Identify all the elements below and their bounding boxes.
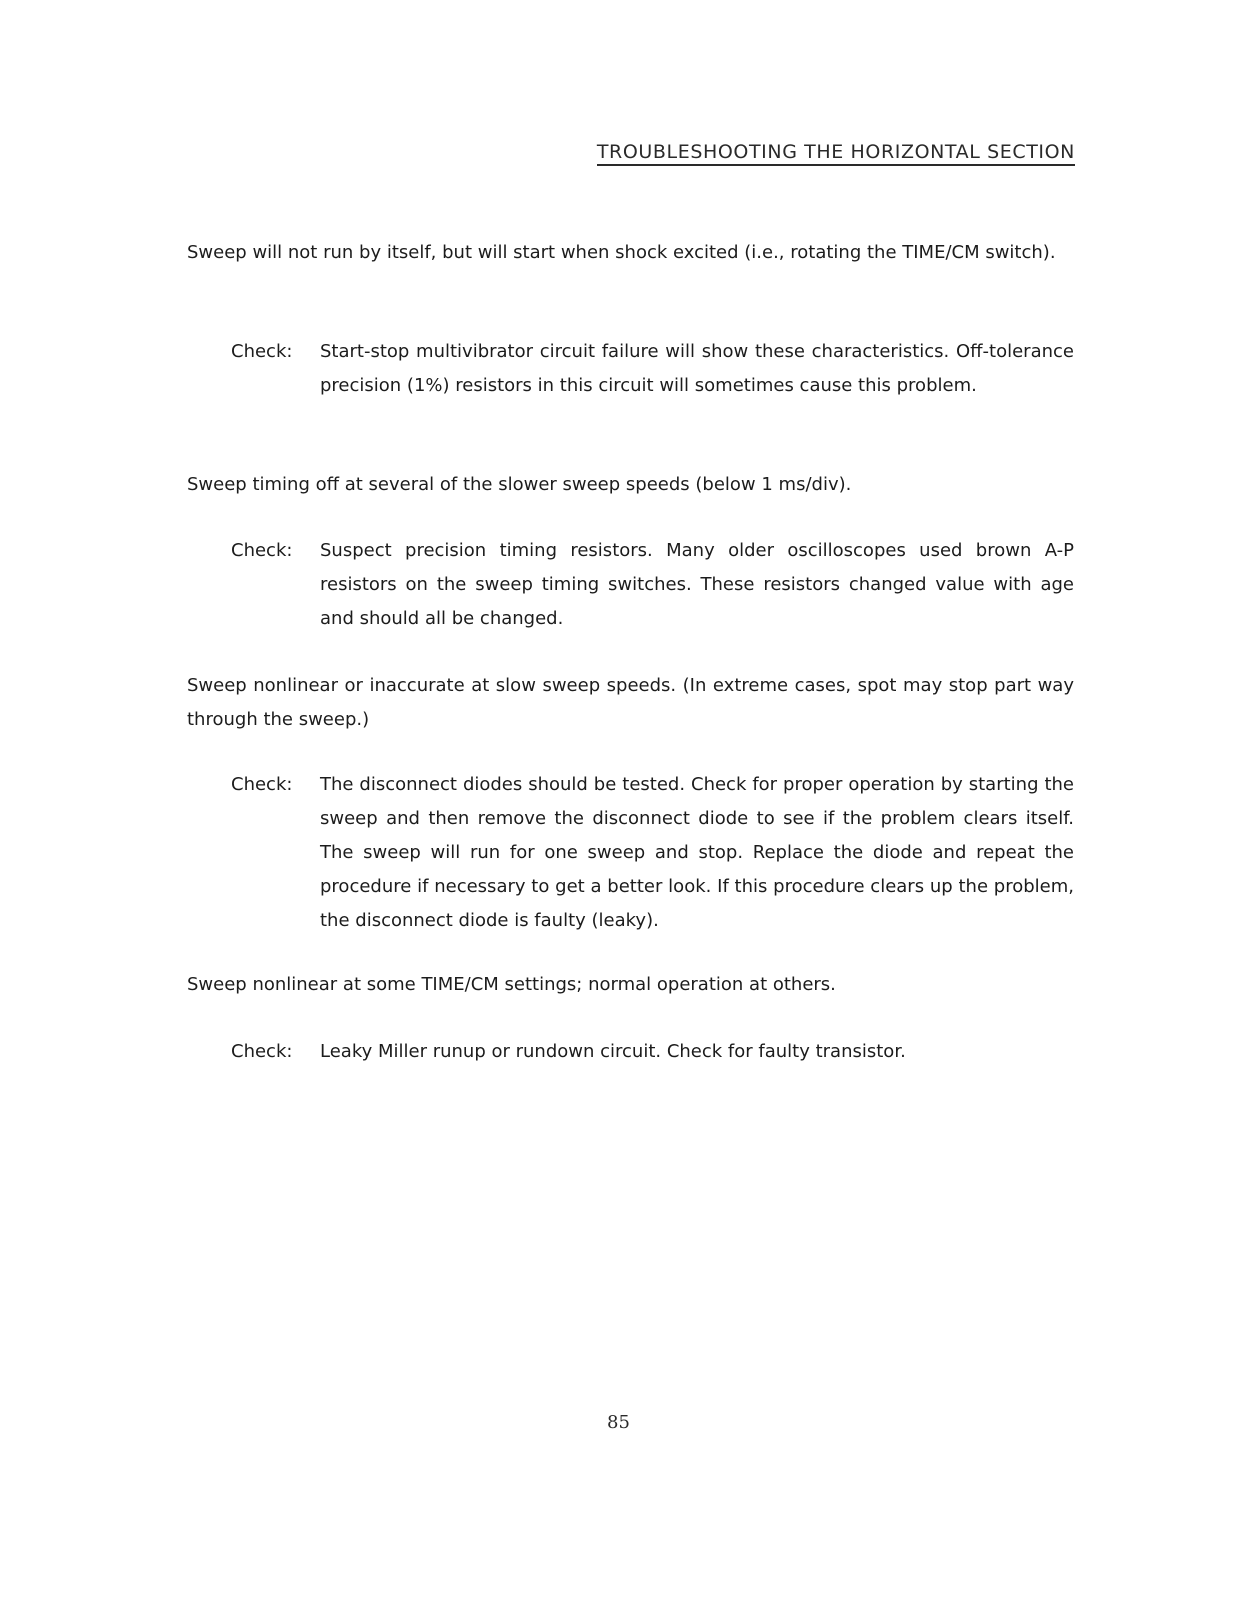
check-text: The disconnect diodes should be tested. Check for proper operation by starting the sweep and then remove the disconnect diode to see if the problem clears itself. The sweep will run for one sweep and stop. Replace the diode and repeat the procedure if necessary to get a better look. If this procedure clears up the problem, the disconnect diode is faulty (leaky). — [320, 774, 1074, 931]
check-text: Suspect precision timing resistors. Many older oscilloscopes used brown A-P resistors on the sweep timing switches. These resistors changed value with age and should all be changed. — [320, 540, 1074, 629]
running-header: TROUBLESHOOTING THE HORIZONTAL SECTION — [597, 141, 1075, 166]
page-number: 85 — [607, 1412, 630, 1433]
check-label: Check: — [231, 341, 293, 362]
symptom-paragraph: Sweep will not run by itself, but will start when shock excited (i.e., rotating the TIME/CM switch). — [187, 242, 1056, 263]
check-label: Check: — [231, 1041, 293, 1062]
check-block — [231, 534, 1074, 636]
check-block — [231, 768, 1074, 938]
symptom-paragraph: Sweep nonlinear at some TIME/CM settings; normal operation at others. — [187, 974, 836, 995]
symptom-paragraph: Sweep nonlinear or inaccurate at slow sweep speeds. (In extreme cases, spot may stop part way through the sweep.) — [187, 675, 1074, 730]
symptom-paragraph: Sweep timing off at several of the slower sweep speeds (below 1 ms/div). — [187, 474, 852, 495]
check-block — [231, 1035, 1074, 1069]
check-label: Check: — [231, 540, 293, 561]
check-label: Check: — [231, 774, 293, 795]
check-block — [231, 335, 1074, 403]
check-text: Start-stop multivibrator circuit failure will show these characteristics. Off-tolerance precision (1%) resistors in this circuit will sometimes cause this problem. — [320, 341, 1074, 396]
check-text: Leaky Miller runup or rundown circuit. Check for faulty transistor. — [320, 1041, 906, 1062]
